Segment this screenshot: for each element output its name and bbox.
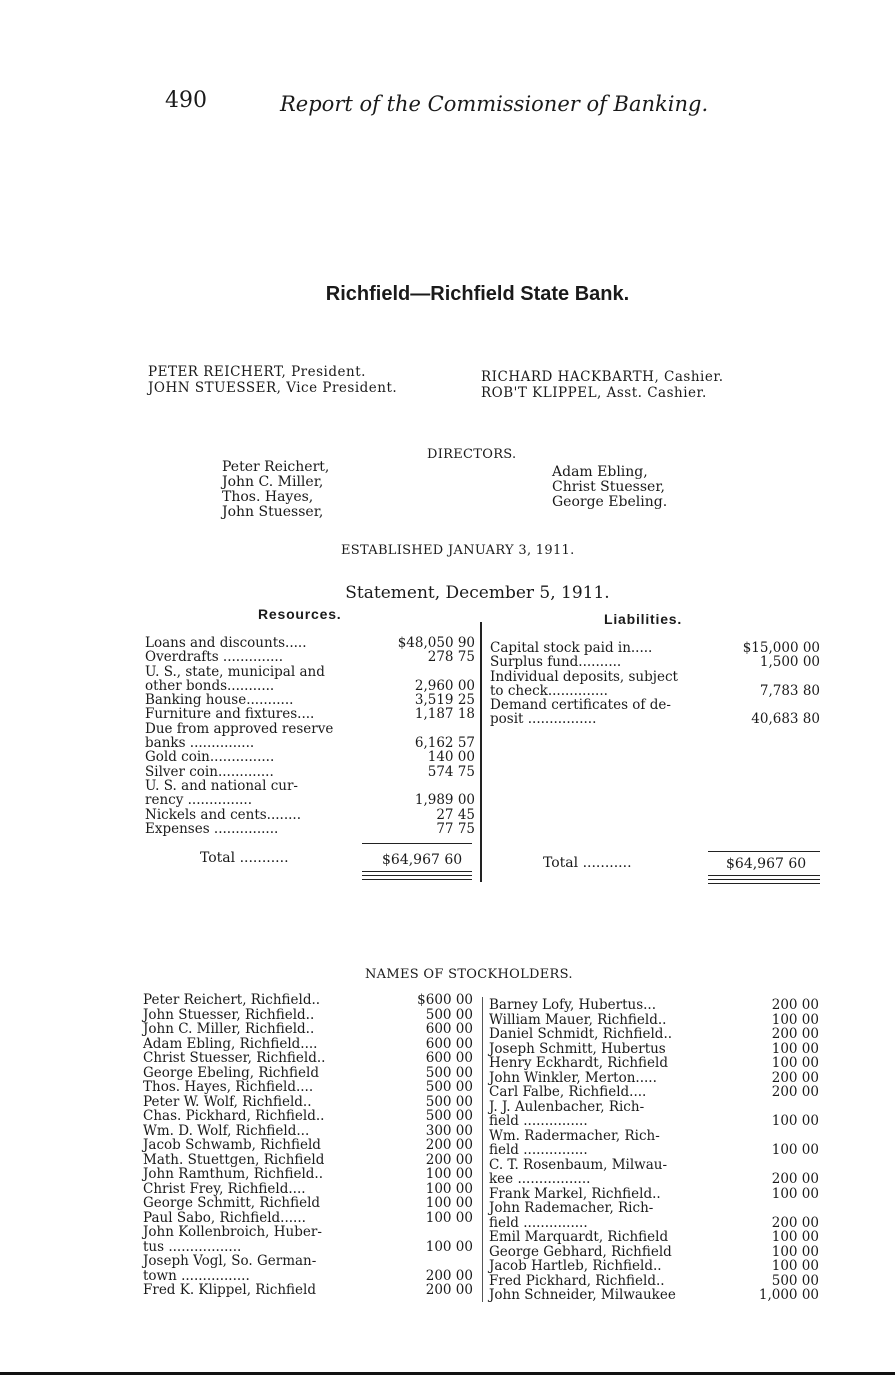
list-item: Thos. Hayes, Richfield.... 500 00 [143,1079,473,1095]
liabilities-double-rule-1 [708,875,820,876]
list-item: Christ Stuesser, Richfield.. 600 00 [143,1050,473,1066]
officer-vice-president: JOHN STUESSER, Vice President. [148,380,398,396]
list-item: Daniel Schmidt, Richfield.. 200 00 [489,1026,819,1042]
list-item: George Gebhard, Richfield 100 00 [489,1243,819,1260]
list-item: John Schneider, Milwaukee 1,000 00 [489,1287,819,1303]
table-row: Silver coin............. 574 75 [145,763,475,780]
resources-double-rule-3 [362,879,472,880]
list-item: Jacob Hartleb, Richfield.. 100 00 [489,1258,819,1274]
list-item: Fred K. Klippel, Richfield 200 00 [143,1282,473,1298]
officer-asst-cashier: ROB'T KLIPPEL, Asst. Cashier. [481,385,707,401]
director-name: Thos. Hayes, [222,489,314,505]
list-item: Joseph Vogl, So. German- [143,1253,317,1269]
liabilities-heading: Liabilities. [604,611,683,627]
list-item: Fred Pickhard, Richfield.. 500 00 [489,1272,819,1289]
resources-double-rule-1 [362,871,472,872]
list-item: George Ebeling, Richfield 500 00 [143,1064,473,1081]
list-item: George Schmitt, Richfield 100 00 [143,1195,473,1211]
running-title: Report of the Commissioner of Banking. [280,92,709,116]
list-item: tus ................. 100 00 [143,1238,473,1255]
table-row: Capital stock paid in..... $15,000 00 [490,640,820,656]
liabilities-sum-rule [708,851,820,852]
column-divider [480,622,482,882]
liabilities-total: $64,967 60 [726,856,807,872]
list-item: Peter Reichert, Richfield.. $600 00 [143,992,473,1008]
list-item: field ............... 200 00 [489,1214,819,1231]
list-item: Wm. D. Wolf, Richfield... 300 00 [143,1122,473,1139]
list-item: Carl Falbe, Richfield.... 200 00 [489,1084,819,1100]
list-item: John Ramthum, Richfield.. 100 00 [143,1166,473,1182]
list-item: William Mauer, Richfield.. 100 00 [489,1011,819,1028]
list-item: John C. Miller, Richfield.. 600 00 [143,1021,473,1037]
stockholders-right [489,998,819,1303]
director-name: John Stuesser, [222,504,324,520]
resources-sum-rule [362,843,472,844]
liabilities-total-label: Total ........... [543,855,632,871]
liabilities-table [490,641,820,727]
list-item: Jacob Schwamb, Richfield 200 00 [143,1137,473,1153]
stockholders-left [143,993,473,1298]
table-row: Due from approved reserve [145,720,334,737]
table-row: U. S. and national cur- [145,777,298,794]
officer-president: PETER REICHERT, President. [148,364,366,380]
list-item: kee ................. 200 00 [489,1171,819,1187]
director-name: George Ebeling. [552,494,668,510]
table-row: Overdrafts .............. 278 75 [145,649,475,666]
page-number: 490 [165,88,207,113]
list-item: Christ Frey, Richfield.... 100 00 [143,1180,473,1197]
director-name: Peter Reichert, [222,459,330,475]
list-item: town ................ 200 00 [143,1267,473,1284]
director-name: John C. Miller, [222,474,324,490]
table-row: Furniture and fixtures.... 1,187 18 [145,706,475,723]
scan-edge [0,1372,895,1375]
table-row: U. S., state, municipal and [145,663,325,680]
list-item: Emil Marquardt, Richfield 100 00 [489,1229,819,1245]
list-item: J. J. Aulenbacher, Rich- [489,1098,645,1115]
statement-title: Statement, December 5, 1911. [345,583,610,603]
resources-heading: Resources. [258,606,342,622]
list-item: Math. Stuettgen, Richfield 200 00 [143,1151,473,1168]
list-item: field ............... 100 00 [489,1113,819,1129]
directors-right [552,465,667,510]
list-item: Chas. Pickhard, Richfield.. 500 00 [143,1108,473,1124]
table-row: posit ................ 40,683 80 [490,711,820,728]
table-row: Gold coin............... 140 00 [145,749,475,766]
stockholders-heading: NAMES OF STOCKHOLDERS. [365,967,573,982]
list-item: John Stuesser, Richfield.. 500 00 [143,1006,473,1023]
table-row: rency ............... 1,989 00 [145,792,475,809]
directors-left [222,460,329,520]
resources-total-label: Total ........... [200,850,289,866]
directors-heading: DIRECTORS. [427,447,517,462]
table-row: banks ............... 6,162 57 [145,735,475,752]
list-item: Adam Ebling, Richfield.... 600 00 [143,1035,473,1052]
director-name: Christ Stuesser, [552,479,665,495]
list-item: Joseph Schmitt, Hubertus 100 00 [489,1040,819,1057]
list-item: Wm. Radermacher, Rich- [489,1127,660,1144]
list-item: John Kollenbroich, Huber- [143,1224,322,1240]
list-item: C. T. Rosenbaum, Milwau- [489,1156,668,1173]
stockholders-divider [482,997,483,1302]
list-item: John Rademacher, Rich- [489,1200,654,1216]
list-item: field ............... 100 00 [489,1142,819,1158]
established-line: ESTABLISHED JANUARY 3, 1911. [341,543,575,558]
list-item: John Winkler, Merton..... 200 00 [489,1069,819,1086]
list-item: Frank Markel, Richfield.. 100 00 [489,1185,819,1202]
list-item: Paul Sabo, Richfield...... 100 00 [143,1209,473,1226]
table-row: Demand certificates of de- [490,697,671,714]
resources-double-rule-2 [362,875,472,876]
liabilities-double-rule-2 [708,879,820,880]
table-row: Nickels and cents........ 27 45 [145,806,475,823]
table-row: Individual deposits, subject [490,668,678,685]
table-row: to check.............. 7,783 80 [490,682,820,699]
director-name: Adam Ebling, [552,464,648,480]
officer-cashier: RICHARD HACKBARTH, Cashier. [481,369,724,385]
list-item: Barney Lofy, Hubertus... 200 00 [489,997,819,1013]
resources-table [145,636,475,836]
table-row: other bonds........... 2,960 00 [145,677,475,694]
liabilities-double-rule-3 [708,883,820,884]
table-row: Banking house........... 3,519 25 [145,692,475,709]
table-row: Surplus fund.......... 1,500 00 [490,654,820,671]
list-item: Peter W. Wolf, Richfield.. 500 00 [143,1093,473,1110]
table-row: Expenses ............... 77 75 [145,820,475,837]
bank-title: Richfield—Richfield State Bank. [325,283,630,305]
resources-total: $64,967 60 [382,852,463,868]
list-item: Henry Eckhardt, Richfield 100 00 [489,1055,819,1071]
table-row: Loans and discounts..... $48,050 90 [145,635,475,651]
